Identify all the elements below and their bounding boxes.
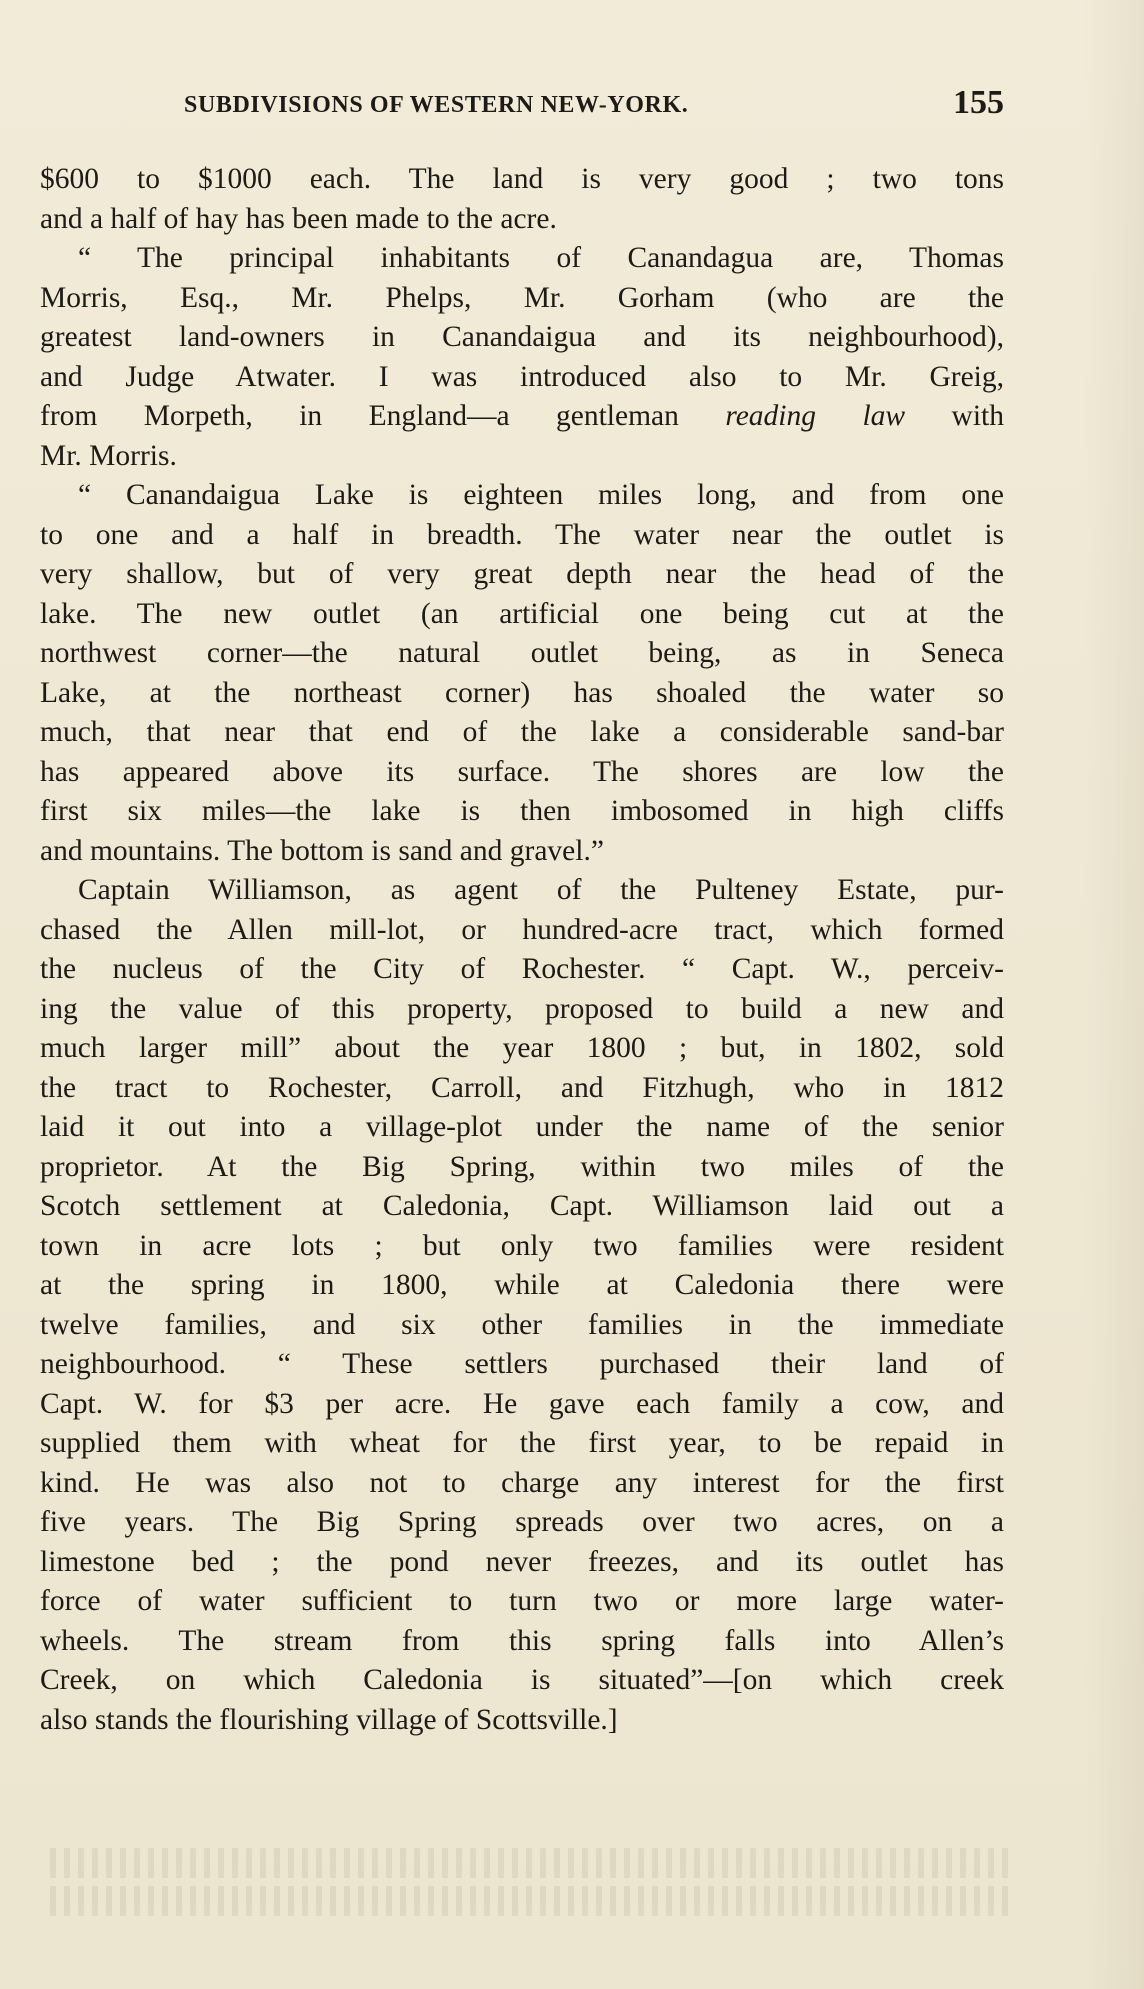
text-line: neighbourhood. “ These settlers purchased their land of xyxy=(40,1348,1004,1380)
text-line: proprietor. At the Big Spring, within two miles of the xyxy=(40,1150,1004,1183)
bleed-line xyxy=(50,1848,1010,1878)
text-line: chased the Allen mill-lot, or hundred-acre tract, which formed xyxy=(40,913,1004,946)
text-line: the nucleus of the City of Rochester. “ Capt. W., perceiv- xyxy=(40,953,1004,985)
text-segment: with xyxy=(905,400,1004,432)
text-line: limestone bed ; the pond never freezes, and its outlet has xyxy=(40,1545,1004,1578)
text-line: at the spring in 1800, while at Caledonia there were xyxy=(40,1269,1004,1301)
paragraph-start-line: Captain Williamson, as agent of the Pulteney Estate, pur- xyxy=(78,874,1004,906)
text-line: wheels. The stream from this spring falls into Allen’s xyxy=(40,1624,1004,1657)
text-line: and a half of hay has been made to the acre. xyxy=(40,202,557,235)
text-line: Capt. W. for $3 per acre. He gave each family a cow, and xyxy=(40,1387,1004,1420)
text-line: and mountains. The bottom is sand and gravel.” xyxy=(40,834,604,867)
text-line: Morris, Esq., Mr. Phelps, Mr. Gorham (who are the xyxy=(40,281,1004,314)
bleed-through-texture xyxy=(50,1840,1010,1960)
page-number: 155 xyxy=(953,84,1004,121)
paragraph-start-line: “ The principal inhabitants of Canandagua are, Thomas xyxy=(78,242,1004,274)
text-line: laid it out into a village-plot under the name of the senior xyxy=(40,1111,1004,1143)
text-line: supplied them with wheat for the first year, to be repaid in xyxy=(40,1427,1004,1459)
italic-phrase: reading law xyxy=(725,400,906,432)
body-text xyxy=(40,160,1004,1740)
text-line: northwest corner—the natural outlet being, as in Seneca xyxy=(40,637,1004,669)
text-line: first six miles—the lake is then imbosomed in high cliffs xyxy=(40,795,1004,827)
text-line: much, that near that end of the lake a considerable sand-bar xyxy=(40,716,1004,748)
text-line: and Judge Atwater. I was introduced also to Mr. Greig, xyxy=(40,360,1004,393)
page-shading xyxy=(1084,0,1144,1989)
text-line: twelve families, and six other families in the immediate xyxy=(40,1308,1004,1341)
text-line: town in acre lots ; but only two families were resident xyxy=(40,1229,1004,1262)
paragraph-start-line: “ Canandaigua Lake is eighteen miles long, and from one xyxy=(78,479,1004,511)
text-line: Lake, at the northeast corner) has shoaled the water so xyxy=(40,676,1004,709)
text-line: Scotch settlement at Caledonia, Capt. Williamson laid out a xyxy=(40,1190,1004,1222)
running-head xyxy=(40,84,1004,134)
text-line: lake. The new outlet (an artificial one being cut at the xyxy=(40,597,1004,630)
text-line: very shallow, but of very great depth near the head of the xyxy=(40,558,1004,590)
text-line: force of water sufficient to turn two or more large water- xyxy=(40,1585,1004,1617)
text-line: to one and a half in breadth. The water near the outlet is xyxy=(40,518,1004,551)
text-line: the tract to Rochester, Carroll, and Fitzhugh, who in 1812 xyxy=(40,1071,1004,1104)
text-line: ing the value of this property, proposed to build a new and xyxy=(40,992,1004,1025)
text-line: much larger mill” about the year 1800 ; but, in 1802, sold xyxy=(40,1032,1004,1064)
text-line: also stands the flourishing village of Scottsville.] xyxy=(40,1703,618,1736)
text-line: Creek, on which Caledonia is situated”—[on which creek xyxy=(40,1664,1004,1696)
bleed-line xyxy=(50,1886,1010,1916)
text-line: $600 to $1000 each. The land is very good ; two tons xyxy=(40,163,1004,195)
text-line: has appeared above its surface. The shores are low the xyxy=(40,755,1004,788)
text-line-with-italic xyxy=(40,397,1004,437)
text-line: greatest land-owners in Canandaigua and its neighbourhood), xyxy=(40,321,1004,353)
running-title: SUBDIVISIONS OF WESTERN NEW-YORK. xyxy=(184,92,689,118)
text-line: kind. He was also not to charge any interest for the first xyxy=(40,1466,1004,1499)
text-line: Mr. Morris. xyxy=(40,439,177,472)
text-segment: from Morpeth, in England—a gentleman xyxy=(40,400,726,432)
text-line: five years. The Big Spring spreads over two acres, on a xyxy=(40,1506,1004,1538)
